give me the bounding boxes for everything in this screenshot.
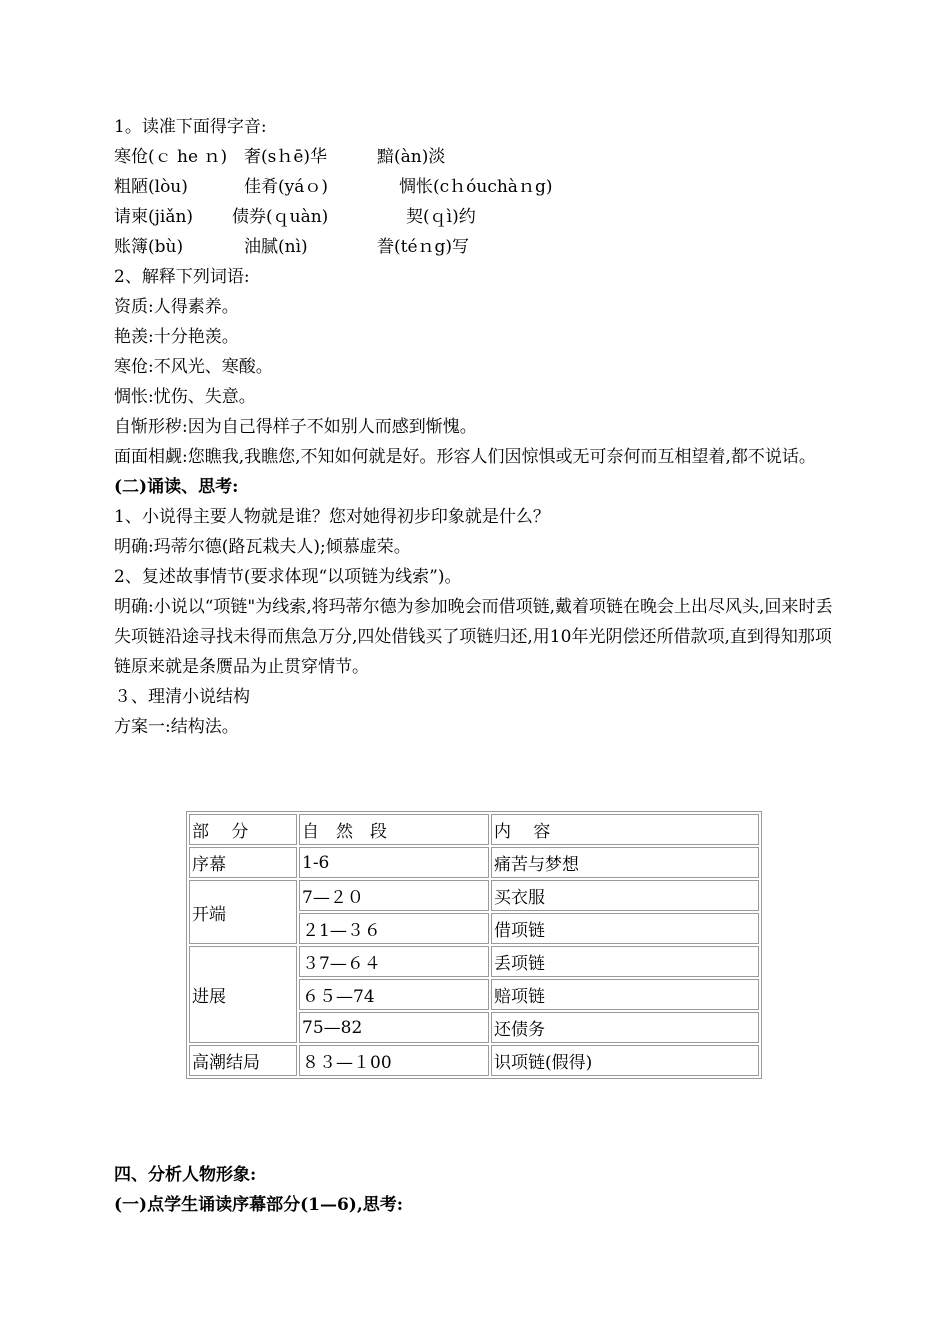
table-header-row: [189, 814, 759, 845]
pronunciation-word: 佳肴(yáｏ): [244, 177, 329, 197]
content-cell: 痛苦与梦想: [491, 847, 759, 878]
paragraph-cell: ６５—74: [299, 979, 489, 1010]
content-cell: 赔项链: [491, 979, 759, 1010]
document-body: [114, 112, 834, 742]
table-header: 部 分: [189, 814, 297, 845]
vocab-item: 资质:人得素养。: [114, 297, 239, 317]
table-row: [189, 847, 759, 878]
vocab-item: 自惭形秽:因为自己得样子不如别人而感到惭愧。: [114, 417, 477, 437]
table-header: 内 容: [491, 814, 759, 845]
pronunciation-word: 奢(sｈē)华: [244, 147, 328, 167]
part-cell: 开端: [189, 880, 297, 944]
content-cell: 借项链: [491, 913, 759, 944]
vocab-item: 寒伧:不风光、寒酸。: [114, 357, 273, 377]
question: ３、理清小说结构: [114, 687, 250, 707]
part-cell: 进展: [189, 946, 297, 1043]
paragraph-cell: 7—２０: [299, 880, 489, 911]
vocab-item: 惆怅:忧伤、失意。: [114, 387, 256, 407]
question: 2、复述故事情节(要求体现“以项链为线索”)。: [114, 567, 462, 587]
paragraph-cell: ２1—３６: [299, 913, 489, 944]
pronunciation-word: 账簿(bù): [114, 237, 184, 257]
pronunciation-word: 寒伧(ｃ he ｎ): [114, 147, 228, 167]
pronunciation-word: 契(ｑì)约: [406, 207, 476, 227]
content-cell: 买衣服: [491, 880, 759, 911]
pronunciation-word: 请柬(jiǎn): [114, 207, 194, 227]
table-header: 自 然 段: [299, 814, 489, 845]
vocab-item: 艳羡:十分艳羡。: [114, 327, 239, 347]
content-cell: 识项链(假得): [491, 1045, 759, 1076]
answer: 明确:玛蒂尔德(路瓦栽夫人);倾慕虚荣。: [114, 537, 411, 557]
pronunciation-word: 惆怅(cｈóuchàｎg): [399, 177, 553, 197]
pronunciation-word: 粗陋(lòu): [114, 177, 188, 197]
paragraph-cell: 75—82: [299, 1012, 489, 1043]
pronunciation-row: [114, 172, 834, 202]
content-cell: 丢项链: [491, 946, 759, 977]
paragraph-cell: ３7—６４: [299, 946, 489, 977]
pronunciation-word: 油腻(nì): [244, 237, 308, 257]
table-row: [189, 946, 759, 977]
pronunciation-word: 债券(ｑuàn): [232, 207, 329, 227]
structure-table: [186, 811, 762, 1079]
table-row: [189, 1045, 759, 1076]
section-four: [114, 1160, 403, 1220]
part-cell: 序幕: [189, 847, 297, 878]
pronunciation-word: 誊(téｎg)写: [377, 237, 470, 257]
vocab-item: 面面相觑:您瞧我,我瞧您,不知如何就是好。形容人们因惊惧或无可奈何而互相望着,都不说话。: [114, 447, 816, 467]
paragraph-cell: ８３—１00: [299, 1045, 489, 1076]
plan-label: 方案一:结构法。: [114, 717, 239, 737]
pronunciation-row: [114, 232, 834, 262]
paragraph-cell: 1-6: [299, 847, 489, 878]
table-row: [189, 880, 759, 911]
pronunciation-row: [114, 202, 834, 232]
pronunciation-word: 黯(àn)淡: [377, 147, 446, 167]
content-cell: 还债务: [491, 1012, 759, 1043]
section-heading: (二)诵读、思考:: [114, 477, 239, 497]
pronunciation-row: [114, 142, 834, 172]
pronunciation-heading: 1。读准下面得字音:: [114, 117, 267, 137]
part-cell: 高潮结局: [189, 1045, 297, 1076]
section-heading: 四、分析人物形象:: [114, 1165, 257, 1185]
vocab-heading: 2、解释下列词语:: [114, 267, 250, 287]
subsection-heading: (一)点学生诵读序幕部分(1—6),思考:: [114, 1195, 404, 1215]
answer: 明确:小说以“项链"为线索,将玛蒂尔德为参加晚会而借项链,戴着项链在晚会上出尽风头,回来时丢失项链沿途寻找未得而焦急万分,四处借钱买了项链归还,用10年光阴偿还所借款项,直到得知那项链原来就是条赝品为止贯穿情节。: [114, 597, 833, 677]
question: 1、小说得主要人物就是谁？您对她得初步印象就是什么？: [114, 507, 550, 527]
